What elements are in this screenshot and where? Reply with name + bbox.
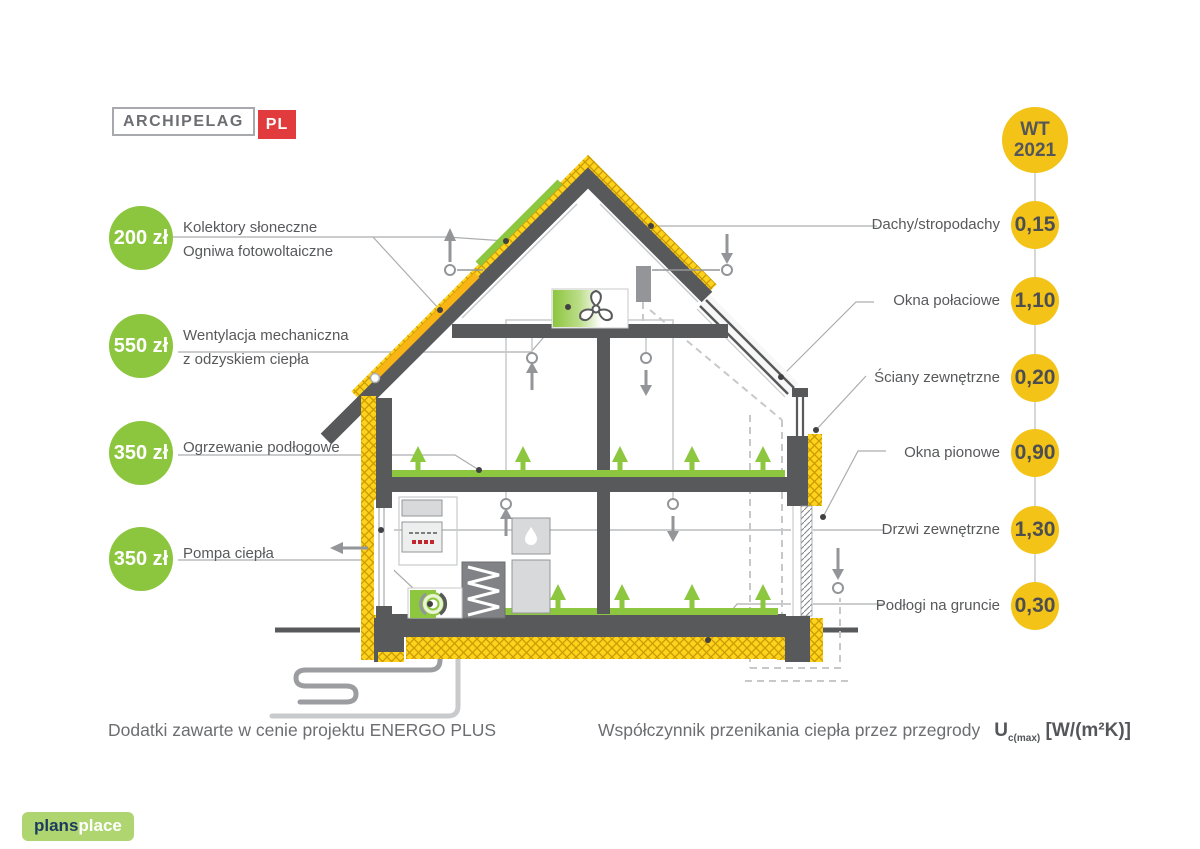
floor-insulation xyxy=(406,637,783,659)
left-wall xyxy=(376,398,392,500)
caption-u-values-text: Współczynnik przenikania ciepła przez przegrody xyxy=(598,720,981,740)
ventilation-unit xyxy=(552,289,628,328)
house-structure xyxy=(326,164,823,662)
label-vertical-windows: Okna pionowe xyxy=(904,444,1000,461)
roof-window xyxy=(697,300,794,397)
u-value-formula xyxy=(994,720,1131,744)
label-external-walls: Ściany zewnętrzne xyxy=(874,369,1000,386)
archipelag-logo xyxy=(112,107,296,136)
underfloor-heating-upper xyxy=(392,470,785,477)
buffer-tank xyxy=(462,562,505,618)
label-roof-windows: Okna połaciowe xyxy=(893,292,1000,309)
wall-cabinet xyxy=(402,500,442,516)
uvalue-roofs: 0,15 xyxy=(1011,201,1059,249)
wt-2021-badge xyxy=(1002,107,1068,173)
central-wall-upper xyxy=(597,338,610,470)
water-heater xyxy=(512,518,550,554)
left-foundation-insulation xyxy=(378,652,404,662)
label-solar xyxy=(183,216,333,264)
price-badge-solar: 200 zł xyxy=(109,206,173,270)
uvalue-external-doors: 1,30 xyxy=(1011,506,1059,554)
plansplace-logo-part2: place xyxy=(78,816,122,835)
caption-u-values xyxy=(598,720,1131,744)
upper-floor-arrows xyxy=(410,446,771,470)
chimney-duct xyxy=(636,266,651,302)
archipelag-logo-text: ARCHIPELAG xyxy=(112,107,255,136)
uvalue-ground-floors: 0,30 xyxy=(1011,582,1059,630)
right-foundation xyxy=(785,616,810,662)
control-unit xyxy=(402,522,442,552)
price-badge-heat-pump: 350 zł xyxy=(109,527,173,591)
label-underfloor-heating xyxy=(183,436,340,460)
label-ground-floors: Podłogi na gruncie xyxy=(875,597,1000,614)
left-wall-door xyxy=(374,494,394,618)
mid-floor-slab xyxy=(392,477,788,492)
interior-duct-lines xyxy=(399,204,698,565)
external-door xyxy=(791,506,813,616)
uvalue-roof-windows: 1,10 xyxy=(1011,277,1059,325)
plansplace-logo-part1: plans xyxy=(34,816,79,835)
uvalue-external-walls: 0,20 xyxy=(1011,354,1059,402)
vertical-window xyxy=(792,388,808,438)
label-heat-pump xyxy=(183,542,274,566)
archipelag-logo-pl: PL xyxy=(258,110,296,139)
formula-units: [W/(m²K)] xyxy=(1045,720,1131,741)
central-wall-ground xyxy=(597,492,610,614)
right-foundation-insulation xyxy=(810,618,823,662)
right-wall-insulation xyxy=(808,434,822,506)
caption-additions: Dodatki zawarte w cenie projektu ENERGO PLUS xyxy=(108,720,497,740)
left-wall-insulation xyxy=(361,396,376,660)
interior-equipment xyxy=(402,500,550,618)
label-ventilation xyxy=(183,324,349,372)
wt-badge-line2: 2021 xyxy=(1013,140,1057,161)
uvalue-vertical-windows: 0,90 xyxy=(1011,429,1059,477)
formula-u: U xyxy=(994,720,1008,741)
label-solar-line1: Kolektory słoneczne xyxy=(183,219,318,236)
label-heat-pump-line1: Pompa ciepła xyxy=(183,545,274,562)
formula-subscript: c(max) xyxy=(1008,732,1041,744)
label-ventilation-line2: z odzyskiem ciepła xyxy=(183,351,309,368)
label-ventilation-line1: Wentylacja mechaniczna xyxy=(183,327,349,344)
price-badge-ventilation: 550 zł xyxy=(109,314,173,378)
label-roofs: Dachy/stropodachy xyxy=(871,216,1000,233)
pv-panel-marker xyxy=(371,374,380,383)
label-external-doors: Drzwi zewnętrzne xyxy=(881,521,1000,538)
wt-badge-line1: WT xyxy=(1020,119,1050,140)
right-wall xyxy=(787,436,808,506)
label-solar-line2: Ogniwa fotowoltaiczne xyxy=(183,243,334,260)
plansplace-logo xyxy=(22,812,134,841)
label-underfloor-heating-line1: Ogrzewanie podłogowe xyxy=(183,439,340,456)
price-badge-underfloor-heating: 350 zł xyxy=(109,421,173,485)
heat-pump xyxy=(408,588,462,618)
appliance-box xyxy=(512,560,550,613)
